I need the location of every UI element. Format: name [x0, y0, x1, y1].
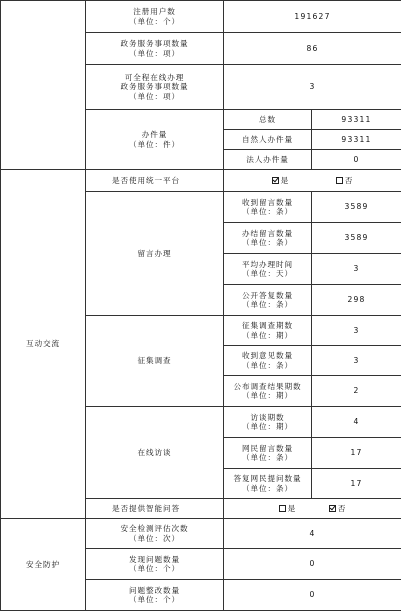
smart-qa-no-option[interactable]: 否: [329, 504, 347, 513]
messages-received-value: 3589: [312, 192, 401, 223]
survey-issues-label: 征集调查期数 （单位：期）: [224, 316, 312, 346]
unified-platform-label: 是否使用统一平台: [86, 170, 224, 192]
messages-label: 留言办理: [86, 192, 224, 316]
survey-opinions-label: 收到意见数量 （单位：条）: [224, 346, 312, 376]
cases-total-value: 93311: [312, 110, 401, 130]
interview-issues-label: 访谈期数 （单位：期）: [224, 407, 312, 438]
messages-public-replies-value: 298: [312, 285, 401, 316]
gov-service-items-value: 86: [224, 33, 401, 65]
security-fixed-issues-value: 0: [224, 580, 401, 611]
security-found-issues-label: 发现问题数量 （单位：个）: [86, 549, 224, 580]
messages-handled-value: 3589: [312, 223, 401, 254]
unchecked-checkbox-icon[interactable]: [279, 505, 286, 512]
survey-results-label: 公布调查结果期数 （单位：期）: [224, 376, 312, 407]
survey-opinions-value: 3: [312, 346, 401, 376]
unchecked-checkbox-icon[interactable]: [336, 177, 343, 184]
cases-legal-label: 法人办件量: [224, 150, 312, 170]
fully-online-items-label: 可全程在线办理 政务服务事项数量 （单位：项）: [86, 65, 224, 110]
smart-qa-options: [224, 499, 401, 519]
blank-section-cell: [1, 1, 86, 170]
security-eval-count-label: 安全检测评估次数 （单位：次）: [86, 519, 224, 549]
survey-results-value: 2: [312, 376, 401, 407]
smart-qa-yes-option[interactable]: 是: [279, 504, 297, 513]
smart-qa-label: 是否提供智能问答: [86, 499, 224, 519]
unified-platform-no-option[interactable]: 否: [336, 176, 354, 185]
registered-users-label: 注册用户数 （单位：个）: [86, 1, 224, 33]
security-section-label: 安全防护: [1, 519, 86, 611]
messages-public-replies-label: 公开答复数量 （单位：条）: [224, 285, 312, 316]
security-eval-count-value: 4: [224, 519, 401, 549]
security-found-issues-value: 0: [224, 549, 401, 580]
interview-answers-label: 答复网民提问数量 （单位：条）: [224, 469, 312, 499]
messages-received-label: 收到留言数量 （单位：条）: [224, 192, 312, 223]
checked-checkbox-icon[interactable]: [272, 177, 279, 184]
security-fixed-issues-label: 问题整改数量 （单位：个）: [86, 580, 224, 611]
fully-online-items-value: 3: [224, 65, 401, 110]
checked-checkbox-icon[interactable]: [329, 505, 336, 512]
gov-service-items-label: 政务服务事项数量 （单位：项）: [86, 33, 224, 65]
unified-platform-yes-option[interactable]: 是: [272, 176, 290, 185]
survey-label: 征集调查: [86, 316, 224, 407]
cases-legal-value: 0: [312, 150, 401, 170]
interaction-section-label: 互动交流: [1, 170, 86, 519]
interview-issues-value: 4: [312, 407, 401, 438]
unified-platform-options: [224, 170, 401, 192]
messages-handled-label: 办结留言数量 （单位：条）: [224, 223, 312, 254]
cases-natural-label: 自然人办件量: [224, 130, 312, 150]
interview-netizen-msgs-value: 17: [312, 438, 401, 469]
registered-users-value: 191627: [224, 1, 401, 33]
cases-total-label: 总数: [224, 110, 312, 130]
interview-label: 在线访谈: [86, 407, 224, 499]
interview-netizen-msgs-label: 网民留言数量 （单位：条）: [224, 438, 312, 469]
interview-answers-value: 17: [312, 469, 401, 499]
messages-avg-time-label: 平均办理时间 （单位：天）: [224, 254, 312, 285]
survey-issues-value: 3: [312, 316, 401, 346]
messages-avg-time-value: 3: [312, 254, 401, 285]
cases-label: 办件量 （单位：件）: [86, 110, 224, 170]
cases-natural-value: 93311: [312, 130, 401, 150]
